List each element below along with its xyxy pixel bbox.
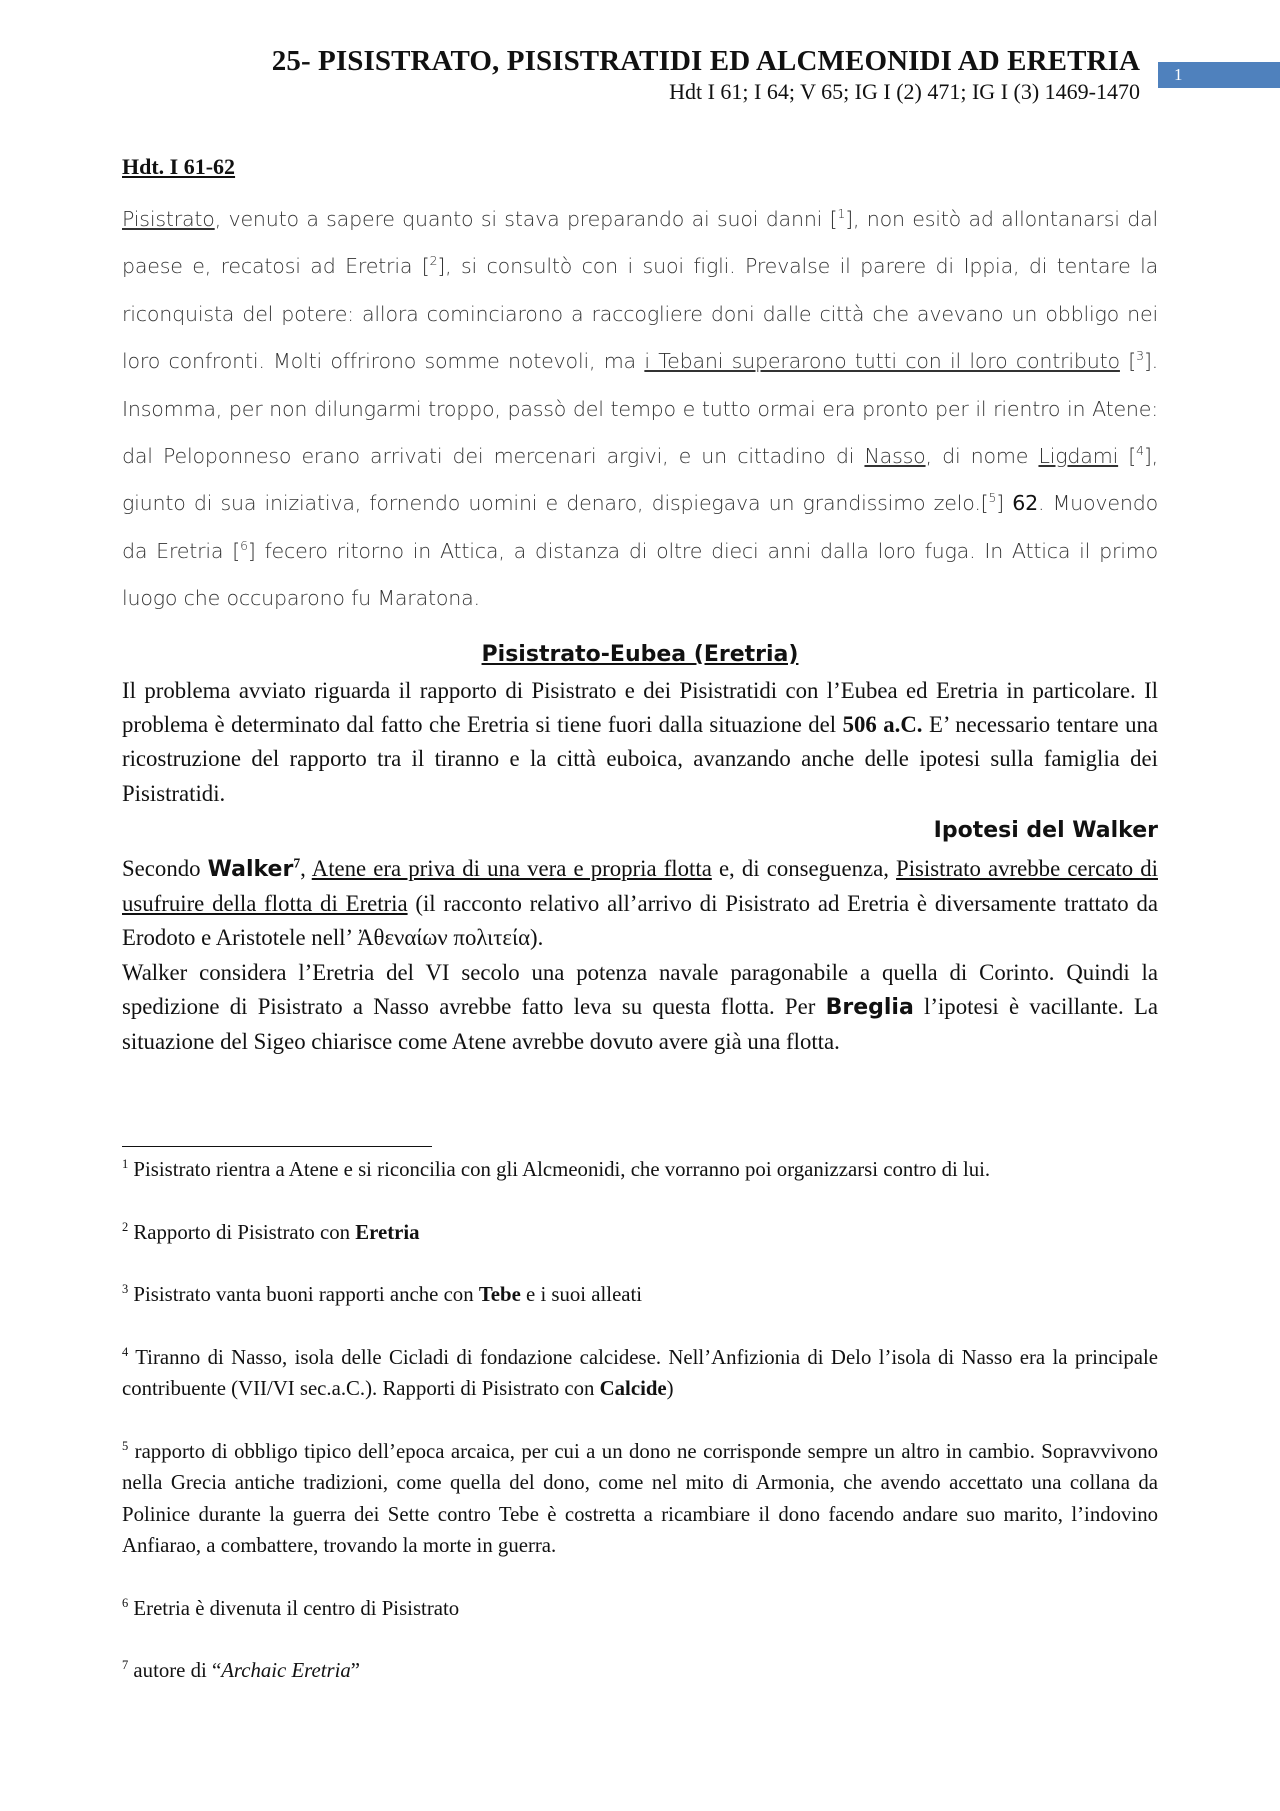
- footnote-4: $^4$ Tiranno di Nasso, isola delle Cicladi di fondazione calcidese. Nell’Anfizionia di Delo l’isola di Nasso era la principale contribuente (VII/VI sec.a.C.). Rapporti di Pisistrato con Calcide): [122, 1344, 1158, 1400]
- date-506: 506 a.C.: [842, 712, 923, 738]
- footnote-ref-3[interactable]: 3: [1136, 349, 1144, 364]
- footnote-ref-1[interactable]: 1: [837, 207, 846, 222]
- passage-underline-tebani: i Tebani superarono tutti con il loro contributo: [644, 349, 1120, 374]
- author-breglia: Breglia: [825, 994, 914, 1020]
- footnote-ref-7[interactable]: 7: [293, 855, 301, 871]
- page-number-tab: 1: [1158, 62, 1280, 88]
- footnote-ref-5[interactable]: 5: [988, 491, 997, 506]
- subheading-pisistrato-eubea: Pisistrato-Eubea (Eretria): [481, 642, 799, 667]
- analysis-paragraph: Il problema avviato riguarda il rapporto di Pisistrato e dei Pisistratidi con l’Eubea ed Eretria in particolare. Il problema è determinato dal fatto che Eretria si tiene fuori dalla situazione del 506 a.C. E’ necessario tentare una ricostruzione del rapporto tra il tiranno e la città euboica, avanzando anche delle ipotesi sulla famiglia dei Pisistratidi.: [122, 678, 1158, 806]
- footnotes: [122, 1154, 1158, 1687]
- passage-link-pisistrato: Pisistrato: [122, 207, 215, 231]
- walker-heading: Ipotesi del Walker: [933, 818, 1158, 843]
- footnote-separator: [122, 1146, 432, 1147]
- footnote-ref-2[interactable]: 2: [429, 254, 438, 269]
- section-title: Hdt. I 61-62: [122, 154, 236, 179]
- passage-link-ligdami: Ligdami: [1038, 444, 1119, 469]
- source-references: Hdt I 61; I 64; V 65; IG I (2) 471; IG I (3) 1469-1470: [669, 79, 1140, 104]
- chapter-number-62: 62: [1012, 491, 1039, 516]
- footnote-6: $^6$ Eretria è divenuta il centro di Pisistrato: [122, 1595, 460, 1620]
- footnote-5: $^5$ rapporto di obbligo tipico dell’epoca arcaica, per cui a un dono ne corrisponde sempre un altro in cambio. Sopravvivono nella Grecia antiche tradizioni, come quella del dono, come nel mito di Armonia, che avendo accettato una collana da Polinice durante la guerra dei Sette contro Tebe è costretta a ricambiare il dono facendo andare suo marito, l’indovino Anfiarao, a combattere, trovando la morte in guerra.: [122, 1438, 1158, 1557]
- author-walker: Walker: [207, 857, 294, 882]
- herodotus-passage: Pisistrato, venuto a sapere quanto si stava preparando ai suoi danni [$^1$], non esitò ad allontanarsi dal paese e, recatosi ad Eretria [$^2$], si consultò con i suoi figli. Prevalse il parere di Ippia, di tentare la riconquista del potere: allora cominciarono a raccogliere doni dalle città che avevano un obbligo nei loro confronti. Molti offrirono somme notevoli, ma i Tebani superarono tutti con il loro contributo [$^3$]. Insomma, per non dilungarmi troppo, passò del tempo e tutto ormai era pronto per il rientro in Atene: dal Peloponneso erano arrivati dei mercenari argivi, e un cittadino di Nasso, di nome Ligdami [$^4$], giunto di sua iniziativa, fornendo uomini e denaro, dispiegava un grandissimo zelo.[$^5$] 62. Muovendo da Eretria [$^6$] fecero ritorno in Attica, a distanza di oltre dieci anni dalla loro fuga. In Attica il primo luogo che occuparono fu Maratona.: [122, 207, 1159, 611]
- footnote-3: $^3$ Pisistrato vanta buoni rapporti anche con Tebe e i suoi alleati: [122, 1282, 643, 1306]
- passage-link-nasso: Nasso: [864, 444, 926, 469]
- footnote-7: $^7$ autore di “Archaic Eretria”: [122, 1658, 361, 1682]
- page-header: [120, 44, 1140, 106]
- footnote-2: $^2$ Rapporto di Pisistrato con Eretria: [122, 1219, 420, 1244]
- footnote-ref-4[interactable]: 4: [1136, 444, 1144, 459]
- footnote-ref-6[interactable]: 6: [240, 538, 248, 553]
- footnote-1: $^1$ Pisistrato rientra a Atene e si riconcilia con gli Alcmeonidi, che vorranno poi organizzarsi contro di lui.: [122, 1157, 991, 1181]
- document-title: 25- PISISTRATO, PISISTRATIDI ED ALCMEONIDI AD ERETRIA: [271, 45, 1140, 77]
- walker-paragraph: Secondo Walker$^7$, Atene era priva di una vera e propria flotta e, di conseguenza, Pisistrato avrebbe cercato di usufruire della flotta di Eretria (il racconto relativo all’arrivo di Pisistrato ad Eretria è diversamente trattato da Erodoto e Aristotele nell’ Ἀθεναίων πολιτεία). Walker considera l’Eretria del VI secolo una potenza navale paragonabile a quella di Corinto. Quindi la spedizione di Pisistrato a Nasso avrebbe fatto leva su questa flotta. Per Breglia l’ipotesi è vacillante. La situazione del Sigeo chiarisce come Atene avrebbe dovuto avere già una flotta.: [122, 855, 1159, 1055]
